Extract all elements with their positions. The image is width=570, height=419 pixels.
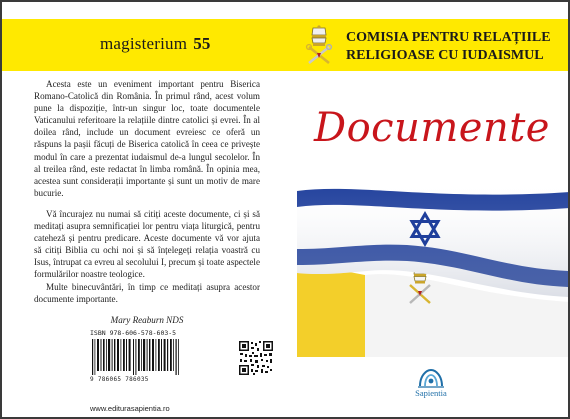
barcode-icon <box>90 339 184 375</box>
book-title: Documente <box>314 105 550 151</box>
back-paragraph-2: Vă încurajez nu numai să citiți aceste documente, ci și să meditați asupra semnificației lor pentru viața liturgică, pentru cateheză și pentru predicare. Aceste documente vă vor ajuta să citiți Biblia cu ochi noi și să înțelegeți relația voastră cu Isus, întrupat ca evreu al secolului I, precum și toate aspectele formulărilor noastre teologice. <box>34 208 260 280</box>
series-title <box>100 34 211 54</box>
isbn-number: ISBN 978-606-578-603-5 <box>90 329 177 337</box>
signature: Mary Reaburn NDS <box>110 314 184 325</box>
barcode-digits: 9 786065 786035 <box>90 376 149 383</box>
back-cover-text <box>34 78 260 326</box>
back-paragraph-1: Acesta este un eveniment important pentru Biserica Romano-Catolică din România. În primul rând, acest volum pune la dispoziție, într-un singur loc, toate documentele Vaticanului referitoare la relațiile dintre catolici și evrei. În al doilea rând, include un document evreiesc ce oferă un răspuns la pașii făcuți de Biserica catolică în ceea ce privește modul în care a prezentat iudaismul de-a lungul secolelor. În al treilea rând, este redactat în limba română. În opinia mea, acestea sunt considerații importante și sunt un motiv de mare bucurie. <box>34 79 260 198</box>
series-number: 55 <box>193 34 211 53</box>
sapientia-logo-icon <box>414 366 448 390</box>
papal-keys-icon <box>302 25 336 65</box>
flags-illustration <box>297 177 569 357</box>
series-name: magisterium <box>100 34 188 53</box>
qr-code-icon <box>238 340 274 376</box>
commission-name <box>346 29 561 65</box>
commission-line-1: COMISIA PENTRU RELAȚIILE <box>346 30 551 45</box>
vatican-flag-yellow <box>297 262 365 357</box>
isbn-block <box>90 329 185 383</box>
back-paragraph-3: Multe binecuvântări, în timp ce meditați asupra acestor documente importante. <box>34 281 260 304</box>
publisher-name: Sapientia <box>415 388 447 398</box>
commission-line-2: RELIGIOASE CU IUDAISMUL <box>346 48 544 63</box>
publisher-website: www.editurasapientia.ro <box>90 404 170 413</box>
